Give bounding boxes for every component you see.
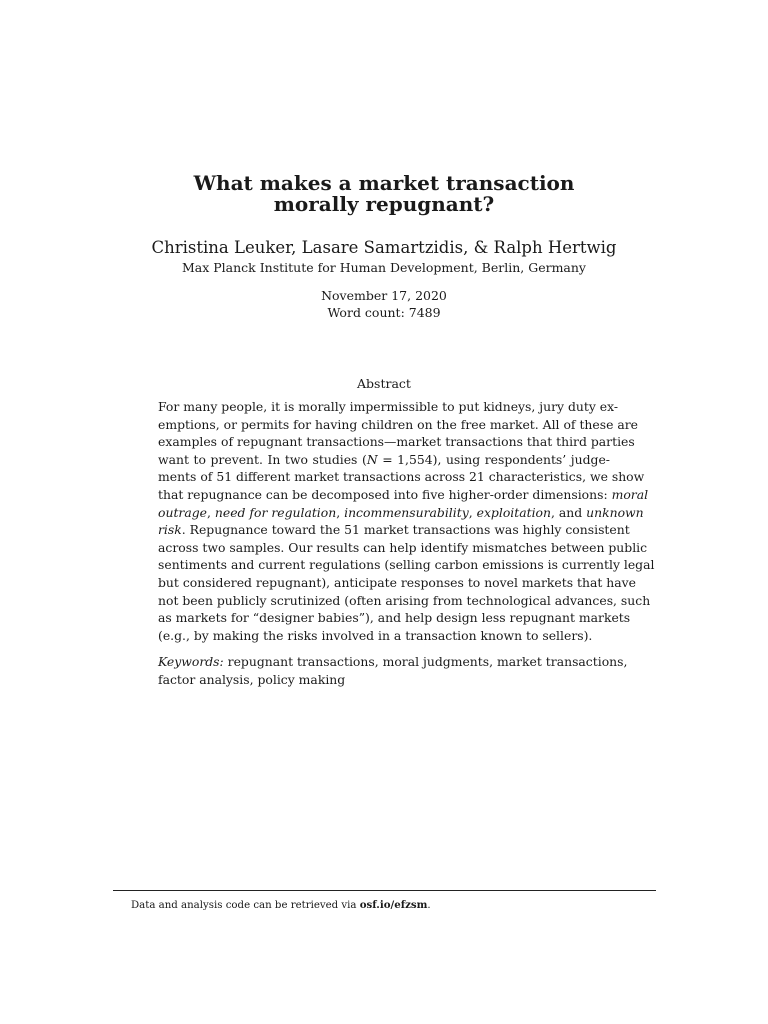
- abstract-emphasis: unknown: [586, 504, 644, 520]
- title-line-1: What makes a market transaction: [193, 171, 575, 195]
- abstract-line: across two samples. Our results can help identify mismatches between public: [158, 539, 648, 555]
- abstract-emphasis: outrage: [158, 504, 207, 520]
- paper-date: November 17, 2020: [321, 288, 447, 303]
- author-list: Christina Leuker, Lasare Samartzidis, & Ralph Hertwig: [151, 238, 617, 257]
- footnote-text: Data and analysis code can be retrieved via: [131, 900, 360, 911]
- abstract-fragment: . Repugnance toward the 51 market transactions was highly consistent: [181, 522, 630, 538]
- abstract-line: [158, 486, 649, 504]
- abstract-line: emptions, or permits for having children on the free market. All of these are: [158, 416, 639, 432]
- abstract-emphasis: moral: [611, 486, 649, 502]
- abstract-line: ments of 51 different market transactions across 21 characteristics, we show: [158, 469, 645, 485]
- abstract-line: [158, 451, 610, 469]
- footnote-divider: [113, 890, 656, 891]
- abstract-fragment: = 1,554), using respondents’ judge-: [377, 451, 610, 467]
- osf-link[interactable]: osf.io/efzsm: [359, 899, 428, 911]
- abstract-fragment: want to prevent. In two studies (: [158, 451, 367, 467]
- abstract-line: [158, 521, 630, 539]
- abstract-emphasis: incommensurability: [344, 504, 469, 520]
- paper-meta: [200, 287, 568, 321]
- title-line-2: morally repugnant?: [273, 192, 495, 216]
- footnote: [131, 898, 651, 913]
- abstract-line: examples of repugnant transactions—market transactions that third parties: [158, 434, 635, 450]
- abstract-line: not been publicly scrutinized (often arising from technological advances, such: [158, 592, 651, 608]
- abstract-text: [158, 398, 655, 644]
- abstract-line: sentiments and current regulations (selling carbon emissions is currently legal: [158, 557, 655, 573]
- abstract-math-n: N: [366, 451, 378, 467]
- word-count: Word count: 7489: [327, 305, 441, 320]
- abstract-fragment: that repugnance can be decomposed into five higher-order dimensions:: [158, 486, 612, 502]
- abstract-heading: Abstract: [357, 376, 411, 391]
- abstract-fragment: ,: [468, 504, 477, 520]
- footnote-end: .: [427, 900, 431, 911]
- keywords-line: factor analysis, policy making: [158, 671, 346, 687]
- abstract-fragment: ,: [207, 504, 215, 520]
- abstract-emphasis: need for regulation: [214, 504, 337, 520]
- paper-title: [120, 173, 648, 215]
- abstract-fragment: ,: [336, 504, 345, 520]
- abstract-line: [158, 504, 644, 522]
- keywords-list: repugnant transactions, moral judgments, market transactions,: [223, 654, 628, 669]
- keywords-label: Keywords:: [158, 654, 224, 669]
- affiliation: Max Planck Institute for Human Development, Berlin, Germany: [181, 260, 586, 275]
- abstract-emphasis: risk: [158, 522, 182, 538]
- abstract-line: (e.g., by making the risks involved in a transaction known to sellers).: [158, 627, 593, 643]
- abstract-line: as markets for “designer babies”), and help design less repugnant markets: [158, 610, 631, 626]
- abstract-emphasis: exploitation: [476, 504, 551, 520]
- abstract-line: For many people, it is morally impermissible to put kidneys, jury duty ex-: [158, 399, 619, 414]
- keywords: [158, 653, 628, 688]
- abstract-line: but considered repugnant), anticipate responses to novel markets that have: [158, 574, 637, 590]
- abstract-fragment: , and: [551, 504, 587, 520]
- keywords-line: [158, 653, 628, 671]
